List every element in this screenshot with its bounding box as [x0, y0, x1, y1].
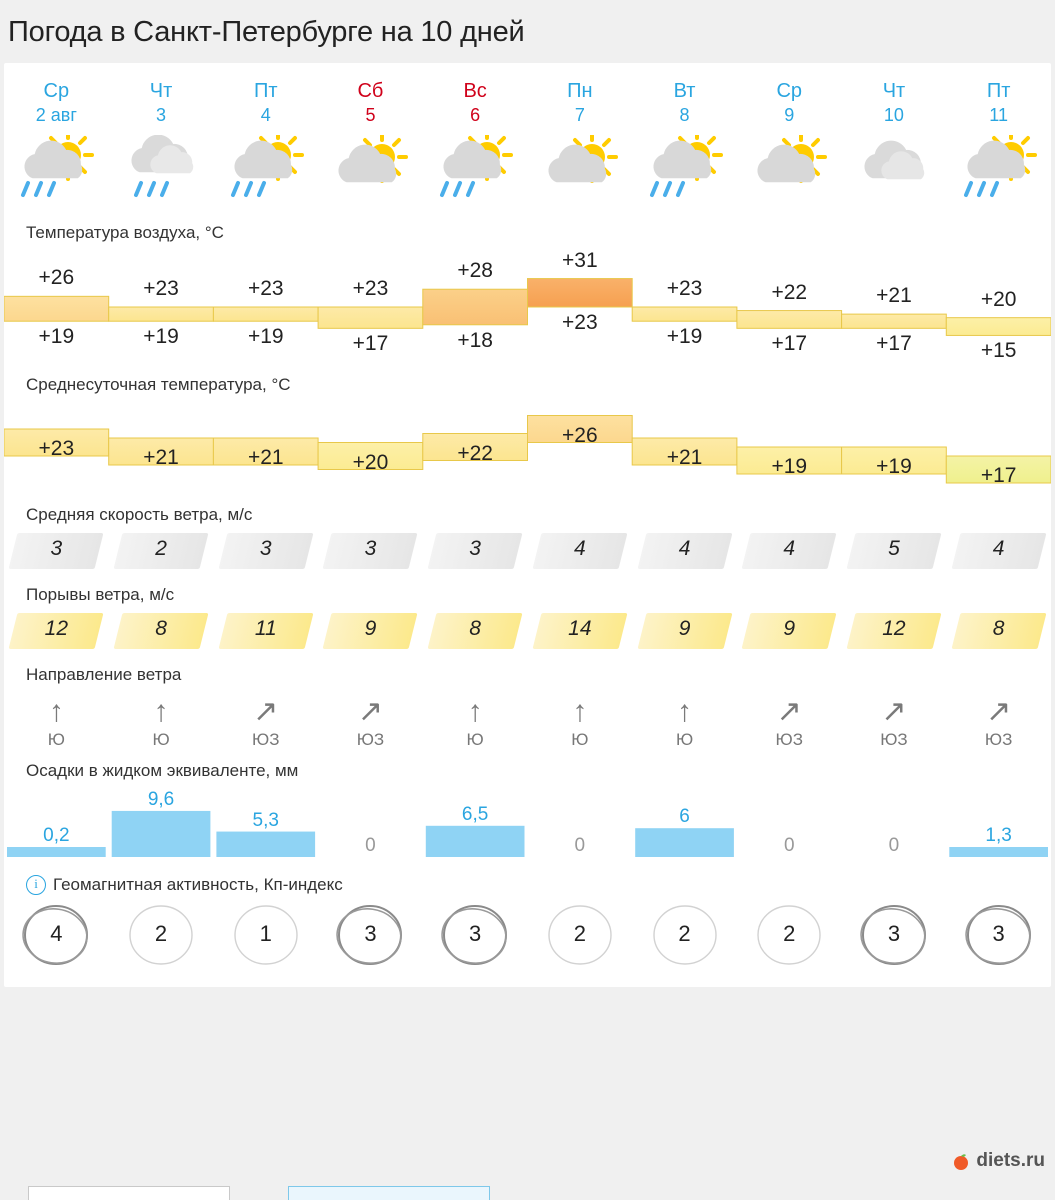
- geomagnetic-cell: [4, 897, 109, 981]
- wind-direction-cell: [842, 689, 947, 751]
- wind-gust-value: 9: [678, 617, 691, 640]
- weather-partly-cloudy-icon: [318, 127, 423, 213]
- day-of-week: Чт: [149, 80, 173, 102]
- wind-speed-value: 4: [992, 537, 1005, 560]
- precip-value: 0,2: [43, 825, 70, 846]
- day-of-week: Пт: [253, 80, 278, 102]
- kp-value: 4: [50, 921, 63, 946]
- precip-value: 1,3: [985, 825, 1012, 846]
- weather-partly-cloudy-icon: [527, 127, 632, 213]
- temp-max: +22: [771, 280, 808, 304]
- wind-speed-cell: [737, 529, 842, 575]
- temp-avg: +20: [352, 450, 389, 474]
- wind-direction-label: ЮЗ: [252, 730, 280, 749]
- wind-gust-cell: [737, 609, 842, 655]
- wind-speed-cell: [109, 529, 214, 575]
- wind-speed-value: 4: [573, 537, 586, 560]
- precip-value: 6,5: [461, 803, 489, 825]
- precip-value: 0: [574, 835, 586, 856]
- temp-max: +20: [980, 287, 1017, 311]
- wind-direction-label: Ю: [152, 730, 170, 749]
- wind-speed-value: 3: [469, 537, 481, 560]
- wind-speed-cell: [4, 529, 109, 575]
- day-header[interactable]: [109, 63, 214, 127]
- day-header[interactable]: [318, 63, 423, 127]
- kp-value: 2: [678, 921, 691, 946]
- geomagnetic-cell: [527, 897, 632, 981]
- wind-gust-cell: [423, 609, 528, 655]
- wind-gust-cell: [842, 609, 947, 655]
- wind-direction-cell: [213, 689, 318, 751]
- wind-direction-cell: [632, 689, 737, 751]
- weather-partly-cloudy-rain-icon: [946, 127, 1051, 213]
- section-label-wind-speed: Средняя скорость ветра, м/с: [26, 505, 253, 524]
- weather-partly-cloudy-rain-icon: [213, 127, 318, 213]
- wind-speed-cell: [946, 529, 1051, 575]
- day-date: 4: [260, 105, 271, 125]
- temp-avg: +23: [38, 437, 75, 460]
- wind-gust-value: 8: [469, 617, 481, 640]
- temp-avg: +21: [666, 446, 703, 469]
- wind-gust-value: 12: [882, 617, 906, 640]
- geomagnetic-cell: [737, 897, 842, 981]
- temp-avg: +21: [247, 446, 284, 469]
- wind-speed-cell: [842, 529, 947, 575]
- wind-direction-cell: [423, 689, 528, 751]
- temp-min: +19: [247, 325, 284, 349]
- avg-temperature-chart: [4, 399, 1051, 495]
- wind-direction-cell: [527, 689, 632, 751]
- section-label-geomag: Геомагнитная активность, Кп-индекс: [53, 875, 343, 894]
- wind-gust-value: 12: [44, 617, 69, 640]
- day-header[interactable]: [4, 63, 109, 127]
- arrow-up-icon: ↑: [153, 695, 169, 728]
- temp-min: +17: [771, 332, 808, 356]
- wind-direction-label: ЮЗ: [775, 730, 803, 749]
- geomagnetic-cell: [318, 897, 423, 981]
- wind-gust-cell: [946, 609, 1051, 655]
- day-header[interactable]: [527, 63, 632, 127]
- bottom-box-left[interactable]: [28, 1186, 230, 1200]
- temp-max: +23: [352, 277, 389, 300]
- attribution: [951, 1150, 1045, 1172]
- temp-min: +19: [143, 325, 179, 349]
- temp-max: +21: [876, 284, 912, 308]
- section-label-avg-temp: Среднесуточная температура, °C: [26, 375, 291, 394]
- temp-avg: +21: [143, 446, 179, 469]
- temp-max: +26: [38, 266, 75, 290]
- kp-value: 2: [783, 921, 796, 946]
- wind-gust-cell: [632, 609, 737, 655]
- temp-avg: +26: [562, 423, 598, 447]
- wind-gust-value: 8: [992, 617, 1005, 640]
- weather-partly-cloudy-rain-icon: [423, 127, 528, 213]
- day-date: 11: [989, 105, 1008, 125]
- wind-speed-cell: [527, 529, 632, 575]
- geomagnetic-cell: [632, 897, 737, 981]
- arrow-up-right-icon: ↗: [357, 695, 384, 728]
- weather-partly-cloudy-rain-icon: [4, 127, 109, 213]
- kp-value: 1: [259, 921, 272, 946]
- day-header-row: [4, 63, 1051, 127]
- arrow-up-right-icon: ↗: [776, 695, 802, 728]
- kp-value: 3: [887, 921, 901, 946]
- kp-value: 3: [364, 921, 377, 946]
- wind-gust-value: 14: [568, 617, 592, 640]
- day-header[interactable]: [946, 63, 1051, 127]
- temp-min: +17: [876, 332, 912, 356]
- section-label-wind-dir: Направление ветра: [26, 665, 182, 684]
- wind-direction-row: [4, 689, 1051, 751]
- wind-direction-cell: [737, 689, 842, 751]
- precip-value: 0: [783, 835, 795, 856]
- temp-min: +19: [38, 325, 75, 349]
- wind-direction-label: Ю: [47, 730, 65, 749]
- kp-value: 2: [154, 921, 168, 946]
- attribution-label: diets.ru: [976, 1150, 1045, 1171]
- temp-avg: +17: [980, 464, 1017, 487]
- day-of-week: Пн: [567, 80, 593, 102]
- day-of-week: Вт: [673, 80, 696, 102]
- temp-avg: +19: [876, 455, 912, 478]
- day-date: 6: [470, 105, 481, 125]
- wind-direction-cell: [318, 689, 423, 751]
- temp-min: +15: [980, 339, 1017, 363]
- temp-min: +18: [457, 328, 493, 352]
- bottom-bar: [0, 1186, 1055, 1200]
- geomagnetic-cell: [423, 897, 528, 981]
- temp-avg: +22: [457, 441, 493, 465]
- section-label-wind-gust: Порывы ветра, м/с: [26, 585, 175, 604]
- day-header[interactable]: [842, 63, 947, 127]
- arrow-up-icon: ↑: [48, 695, 64, 728]
- temp-max: +23: [247, 277, 284, 300]
- day-date: 2 авг: [35, 105, 77, 125]
- kp-value: 3: [992, 921, 1005, 946]
- precipitation-chart: [4, 785, 1051, 867]
- temp-avg: +19: [771, 455, 808, 478]
- kp-value: 3: [469, 921, 482, 946]
- wind-speed-value: 4: [678, 537, 691, 560]
- wind-direction-label: Ю: [675, 730, 694, 749]
- geomagnetic-header: [4, 867, 1051, 897]
- wind-speed-cell: [423, 529, 528, 575]
- geomagnetic-cell: [213, 897, 318, 981]
- precip-value: 0: [365, 835, 376, 856]
- day-date: 10: [883, 105, 904, 125]
- day-of-week: Пт: [986, 80, 1011, 102]
- day-date: 3: [156, 105, 167, 125]
- arrow-up-icon: ↑: [572, 695, 588, 728]
- wind-speed-row: [4, 529, 1051, 575]
- wind-gust-cell: [213, 609, 318, 655]
- kp-value: 2: [573, 921, 586, 946]
- wind-direction-label: ЮЗ: [880, 730, 908, 749]
- wind-speed-value: 2: [155, 537, 167, 560]
- wind-speed-cell: [632, 529, 737, 575]
- day-of-week: Сб: [357, 80, 384, 102]
- weather-cloudy-icon: [842, 127, 947, 213]
- wind-speed-value: 3: [50, 537, 63, 560]
- day-of-week: Вс: [463, 80, 487, 102]
- wind-gust-value: 11: [254, 617, 277, 640]
- info-icon[interactable]: i: [26, 875, 46, 895]
- temp-min: +19: [666, 325, 703, 349]
- day-header[interactable]: [213, 63, 318, 127]
- day-of-week: Ср: [776, 80, 803, 102]
- weather-cloudy-rain-icon: [109, 127, 214, 213]
- weather-icon-row: [4, 127, 1051, 213]
- geomagnetic-cell: [946, 897, 1051, 981]
- wind-gust-cell: [4, 609, 109, 655]
- day-of-week: Ср: [43, 80, 70, 102]
- wind-direction-cell: [109, 689, 214, 751]
- temp-max: +23: [666, 277, 703, 300]
- day-of-week: Чт: [882, 80, 906, 102]
- precip-value: 9,6: [147, 788, 175, 810]
- day-header[interactable]: [737, 63, 842, 127]
- wind-speed-value: 3: [364, 537, 377, 560]
- weather-partly-cloudy-icon: [737, 127, 842, 213]
- forecast-card: [4, 63, 1051, 987]
- wind-gust-row: [4, 609, 1051, 655]
- day-header[interactable]: [423, 63, 528, 127]
- day-date: 9: [784, 105, 795, 125]
- wind-speed-value: 5: [888, 537, 900, 560]
- precip-value: 6: [679, 806, 690, 828]
- arrow-up-icon: ↑: [467, 695, 483, 728]
- arrow-up-icon: ↑: [677, 695, 693, 728]
- wind-gust-cell: [527, 609, 632, 655]
- day-date: 8: [679, 105, 690, 125]
- wind-speed-value: 4: [783, 537, 796, 560]
- wind-direction-cell: [4, 689, 109, 751]
- geomagnetic-cell: [109, 897, 214, 981]
- wind-direction-label: Ю: [466, 730, 484, 749]
- arrow-up-right-icon: ↗: [253, 695, 279, 728]
- wind-speed-value: 3: [259, 537, 272, 560]
- geomagnetic-cell: [842, 897, 947, 981]
- wind-direction-label: ЮЗ: [356, 730, 385, 749]
- geomagnetic-row: [4, 897, 1051, 981]
- wind-gust-value: 8: [155, 617, 167, 640]
- bottom-box-right[interactable]: [288, 1186, 490, 1200]
- wind-gust-value: 9: [364, 617, 377, 640]
- wind-gust-cell: [109, 609, 214, 655]
- temp-min: +23: [562, 311, 598, 334]
- wind-direction-label: Ю: [571, 730, 589, 749]
- precip-value: 5,3: [252, 809, 279, 831]
- temp-max: +28: [457, 259, 493, 283]
- wind-speed-cell: [318, 529, 423, 575]
- day-date: 7: [574, 105, 585, 125]
- wind-direction-label: ЮЗ: [984, 730, 1013, 749]
- weather-partly-cloudy-rain-icon: [632, 127, 737, 213]
- wind-gust-cell: [318, 609, 423, 655]
- arrow-up-right-icon: ↗: [881, 695, 907, 728]
- temp-max: +23: [143, 277, 179, 300]
- wind-speed-cell: [213, 529, 318, 575]
- day-header[interactable]: [632, 63, 737, 127]
- temp-min: +17: [352, 332, 389, 356]
- day-date: 5: [365, 105, 376, 125]
- section-label-air-temp: Температура воздуха, °C: [26, 223, 224, 242]
- arrow-up-right-icon: ↗: [986, 695, 1012, 728]
- wind-gust-value: 9: [783, 617, 796, 640]
- wind-direction-cell: [946, 689, 1051, 751]
- apple-logo-icon: [951, 1151, 971, 1171]
- page-title: Погода в Санкт-Петербурге на 10 дней: [8, 16, 525, 48]
- air-temperature-chart: [4, 247, 1051, 365]
- section-label-precip: Осадки в жидком эквиваленте, мм: [26, 761, 299, 780]
- temp-max: +31: [562, 248, 598, 272]
- precip-value: 0: [888, 835, 900, 856]
